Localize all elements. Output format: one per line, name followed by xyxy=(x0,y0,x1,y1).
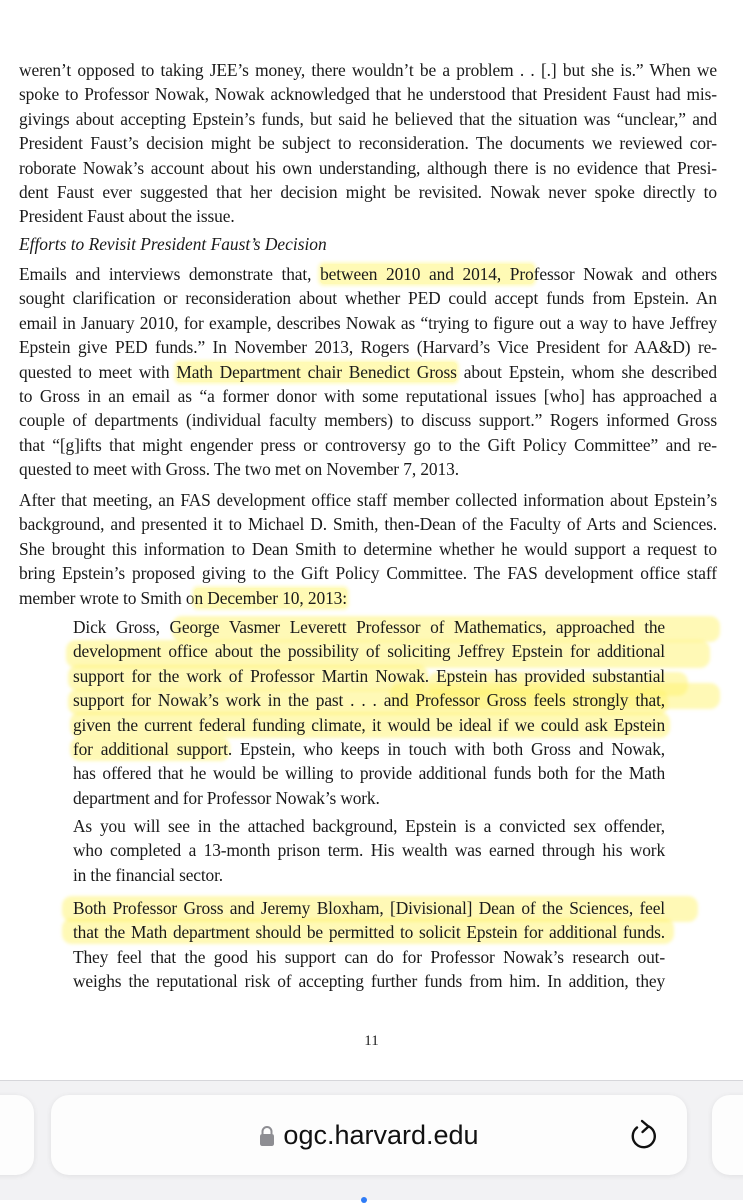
text-line: that “[g]ifts that might engender press or controversy go to the Gift Policy Committee” and re- xyxy=(19,434,717,455)
text-line: that the Math department should be permitted to solicit Epstein for additional funds. xyxy=(73,922,665,943)
text-line: sought clarification or reconsideration about whether PED could accept funds from Epstein. An xyxy=(19,288,717,309)
text-line: spoke to Professor Nowak, Nowak acknowledged that he understood that President Faust had mis- xyxy=(19,84,717,105)
lock-icon xyxy=(259,1125,275,1147)
text-line: for additional support. Epstein, who keeps in touch with both Gross and Nowak, xyxy=(73,739,665,760)
text-line: After that meeting, an FAS development office staff member collected information about Epstein’s xyxy=(19,490,717,510)
block-quote xyxy=(73,814,665,887)
highlighted-text: between 2010 and 2014, Pro xyxy=(320,264,534,284)
text-line: They feel that the good his support can do for Professor Nowak’s research out- xyxy=(73,946,665,967)
text-line: member wrote to Smith on December 10, 2013: xyxy=(19,587,347,608)
url-text[interactable]: ogc.harvard.edu xyxy=(283,1119,479,1150)
address-bar[interactable] xyxy=(51,1095,687,1175)
highlighted-text: Math Department chair Benedict Gross xyxy=(176,361,457,382)
text-line: support for Nowak’s work in the past . . . and Professor Gross feels strongly that, xyxy=(73,690,665,711)
page-indicator-dot xyxy=(361,1197,367,1203)
text-line: department and for Professor Nowak’s work. xyxy=(73,787,380,808)
text-line: development office about the possibility of soliciting Jeffrey Epstein for additional xyxy=(73,641,665,662)
section-heading: Efforts to Revisit President Faust’s Decision xyxy=(19,234,327,254)
page-number: 11 xyxy=(364,1033,379,1049)
browser-toolbar xyxy=(0,1080,743,1200)
text-line: dent Faust ever suggested that her decision might be revisited. Nowak never spoke directly to xyxy=(19,182,717,203)
block-quote xyxy=(73,896,665,994)
paragraph xyxy=(19,262,717,482)
next-tab-card[interactable] xyxy=(712,1095,743,1175)
text-line: couple of departments (individual faculty members) to discuss support.” Rogers informed Gross xyxy=(19,410,717,431)
text-line: As you will see in the attached background, Epstein is a convicted sex offender, xyxy=(73,816,665,836)
text-line: President Faust’s decision might be subject to reconsideration. The documents we reviewed cor- xyxy=(19,133,717,154)
text-line: has offered that he would be willing to provide additional funds both for the Math xyxy=(73,763,665,784)
text-line: Emails and interviews demonstrate that, between 2010 and 2014, Professor Nowak and others xyxy=(19,264,717,284)
text-line: Both Professor Gross and Jeremy Bloxham, [Divisional] Dean of the Sciences, feel xyxy=(73,898,665,918)
text-line: quested to meet with Gross. The two met on November 7, 2013. xyxy=(19,459,459,480)
text-line: quested to meet with Math Department chair Benedict Gross about Epstein, whom she described xyxy=(19,361,718,382)
highlighted-text: n December 10, 2013: xyxy=(194,587,347,608)
previous-tab-card[interactable] xyxy=(0,1095,34,1175)
address-content[interactable] xyxy=(51,1095,687,1175)
text-line: in the financial sector. xyxy=(73,864,223,885)
text-line: givings about accepting Epstein’s funds, but said he believed that the situation was “unclear,” and xyxy=(19,108,717,129)
paragraph xyxy=(19,488,717,610)
text-line: who completed a 13-month prison term. His wealth was earned through his work xyxy=(73,840,665,861)
text-line: support for the work of Professor Martin Nowak. Epstein has provided substantial xyxy=(73,665,665,686)
text-line: email in January 2010, for example, describes Nowak as “trying to figure out a way to have Jeffrey xyxy=(19,312,717,333)
text-line: bring Epstein’s proposed giving to the Gift Policy Committee. The FAS development office staff xyxy=(19,563,717,584)
text-line: She brought this information to Dean Smith to determine whether he would support a request to xyxy=(19,538,717,559)
reload-icon[interactable] xyxy=(627,1117,661,1153)
paragraph xyxy=(19,58,717,229)
text-line: Dick Gross, George Vasmer Leverett Professor of Mathematics, approached the xyxy=(73,617,665,637)
text-line: weren’t opposed to taking JEE’s money, there wouldn’t be a problem . . [.] but she is.” When we xyxy=(19,60,717,80)
text-line: to Gross in an email as “a former donor with some reputational issues [who] has approached a xyxy=(19,386,717,407)
text-line: given the current federal funding climate, it would be ideal if we could ask Epstein xyxy=(73,714,665,735)
text-line: Epstein give PED funds.” In November 2013, Rogers (Harvard’s Vice President for AA&D) re- xyxy=(19,337,717,358)
text-line: roborate Nowak’s account about his own understanding, although there is no evidence that Presi- xyxy=(19,157,717,178)
block-quote xyxy=(73,615,665,810)
text-line: President Faust about the issue. xyxy=(19,206,235,227)
text-line: weighs the reputational risk of accepting further funds from him. In addition, they xyxy=(73,971,665,992)
text-line: background, and presented it to Michael D. Smith, then-Dean of the Faculty of Arts and Sciences. xyxy=(19,514,717,535)
